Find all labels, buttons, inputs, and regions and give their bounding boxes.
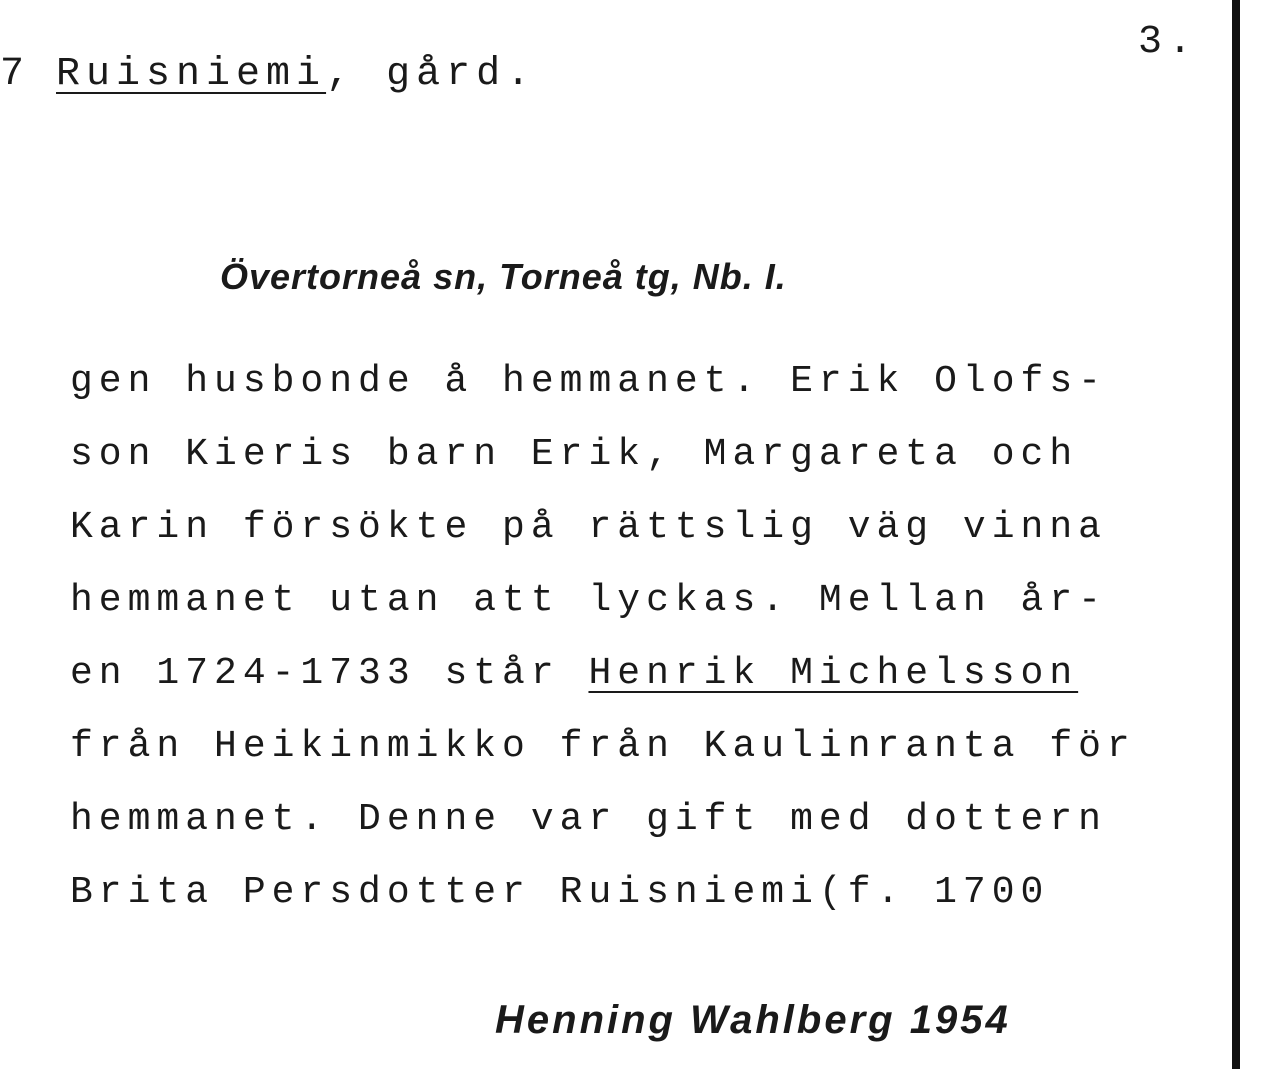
body-text-segment: gen husbonde å hemmanet. Erik Olofs- bbox=[70, 360, 1107, 403]
parish-location: Övertorneå sn, Torneå tg, Nb. I. bbox=[220, 256, 787, 297]
body-text-segment: Karin försökte på rättslig väg vinna bbox=[70, 506, 1107, 549]
card-body bbox=[70, 345, 1220, 929]
body-line bbox=[70, 710, 1220, 783]
body-line bbox=[70, 783, 1220, 856]
body-line bbox=[70, 564, 1220, 637]
body-line bbox=[70, 856, 1220, 929]
body-text-segment: från Heikinmikko från Kaulinranta för bbox=[70, 725, 1136, 768]
body-text-segment: hemmanet utan att lyckas. Mellan år- bbox=[70, 579, 1107, 622]
body-text-segment: son Kieris barn Erik, Margareta och bbox=[70, 433, 1079, 476]
card-heading bbox=[0, 52, 536, 97]
body-line bbox=[70, 418, 1220, 491]
author-signature: Henning Wahlberg 1954 bbox=[495, 998, 1011, 1042]
entry-number: 7 bbox=[0, 52, 31, 97]
underlined-person-name: Henrik Michelsson bbox=[588, 652, 1079, 695]
heading-suffix: , gård. bbox=[326, 52, 537, 97]
body-text-segment: hemmanet. Denne var gift med dottern bbox=[70, 798, 1107, 841]
body-text-segment: en 1724-1733 står bbox=[70, 652, 589, 695]
card-edge-line bbox=[1232, 0, 1240, 1069]
body-text-segment: Brita Persdotter Ruisniemi(f. 1700 bbox=[70, 871, 1050, 914]
farm-name: Ruisniemi bbox=[56, 52, 327, 97]
body-line bbox=[70, 637, 1220, 710]
body-line bbox=[70, 345, 1220, 418]
page-number: 3. bbox=[1138, 20, 1199, 65]
body-line bbox=[70, 491, 1220, 564]
